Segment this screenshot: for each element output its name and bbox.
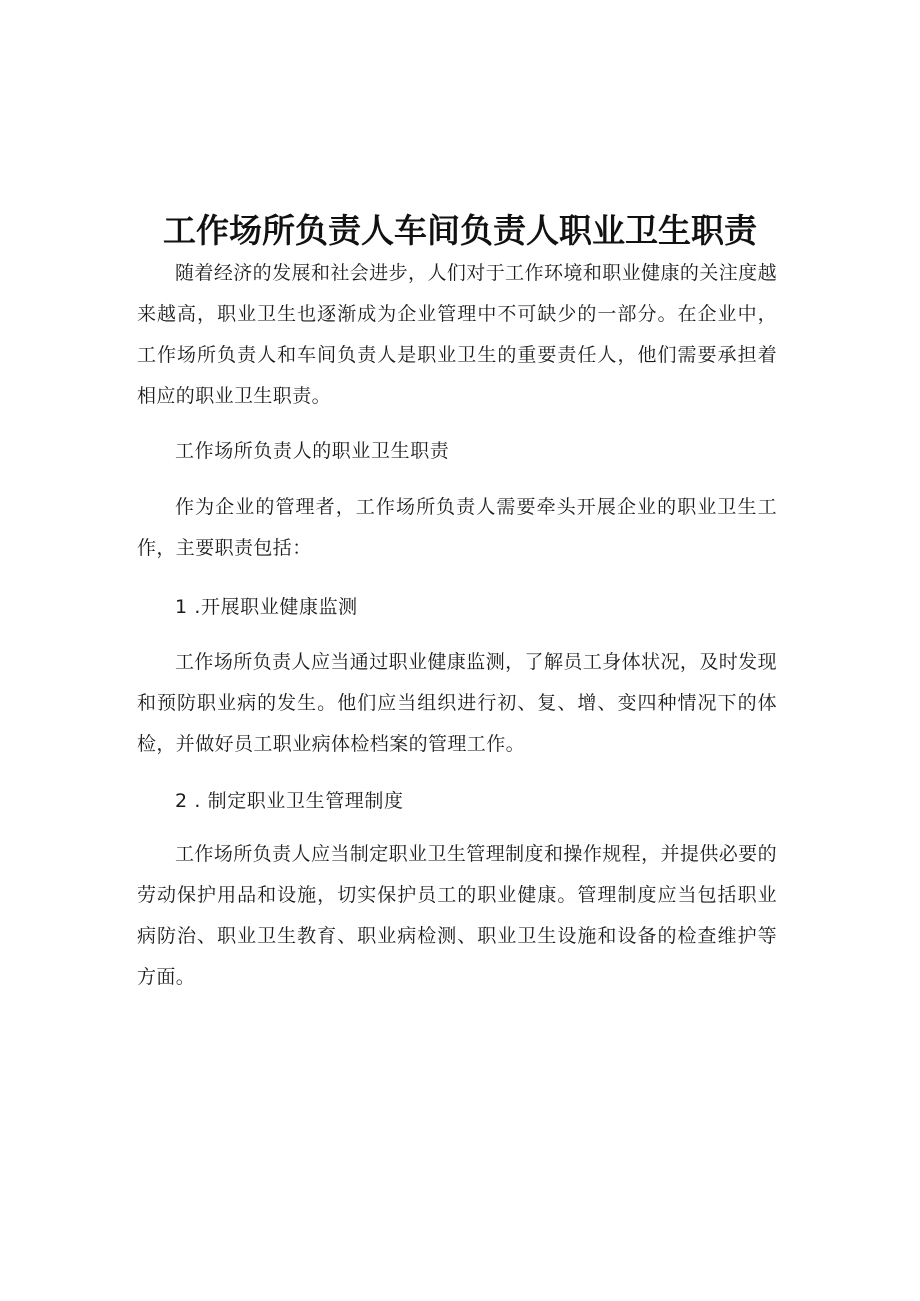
document-title: 工作场所负责人车间负责人职业卫生职责 <box>163 211 757 250</box>
section-intro-paragraph: 作为企业的管理者，工作场所负责人需要牵头开展企业的职业卫生工作，主要职责包括： <box>137 496 777 559</box>
item-heading-1: 1 .开展职业健康监测 <box>175 596 358 618</box>
intro-paragraph: 随着经济的发展和社会进步，人们对于工作环境和职业健康的关注度越来越高，职业卫生也逐渐成为企业管理中不可缺少的一部分。在企业中，工作场所负责人和车间负责人是职业卫生的重要责任人，他们需要承担着相应的职业卫生职责。 <box>137 262 777 407</box>
item-heading-2: 2 . 制定职业卫生管理制度 <box>175 790 404 812</box>
item-body-1: 工作场所负责人应当通过职业健康监测，了解员工身体状况，及时发现和预防职业病的发生。他们应当组织进行初、复、增、变四种情况下的体检，并做好员工职业病体检档案的管理工作。 <box>137 651 777 755</box>
item-body-2: 工作场所负责人应当制定职业卫生管理制度和操作规程，并提供必要的劳动保护用品和设施，切实保护员工的职业健康。管理制度应当包括职业病防治、职业卫生教育、职业病检测、职业卫生设施和设备的检查维护等方面。 <box>137 843 777 988</box>
section-heading: 工作场所负责人的职业卫生职责 <box>175 440 450 462</box>
